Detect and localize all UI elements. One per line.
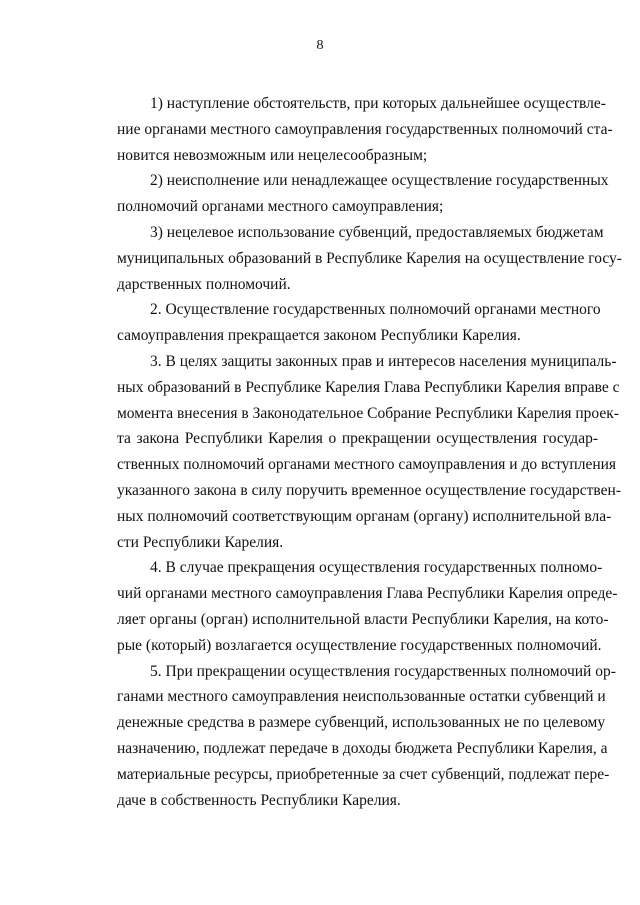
page-number: 8 [316, 38, 324, 53]
paragraph [117, 91, 613, 168]
paragraph [117, 297, 601, 349]
text-line: 3. В целях защиты законных прав и интересов населения муниципаль- [150, 352, 617, 370]
document-body [117, 91, 622, 813]
text-line: ганами местного самоуправления неиспользованные остатки субвенций и [117, 688, 606, 706]
paragraph [117, 659, 616, 814]
text-line: ных образований в Республике Карелия Глава Республики Карелия вправе с [117, 378, 620, 396]
text-line: 1) наступление обстоятельств, при которых дальнейшее осуществле- [150, 95, 606, 112]
text-line: 5. При прекращении осуществления государственных полномочий ор- [150, 662, 616, 680]
text-line: даче в собственность Республики Карелия. [117, 791, 401, 809]
paragraph [117, 168, 609, 220]
text-line: ных полномочий соответствующим органам (органу) исполнительной вла- [117, 507, 612, 525]
text-line: ляет органы (орган) исполнительной власти Республики Карелия, на кото- [117, 610, 609, 628]
text-line: самоуправления прекращается законом Республики Карелия. [117, 327, 521, 345]
text-line: материальные ресурсы, приобретенные за счет субвенций, подлежат пере- [117, 765, 610, 783]
text-line: новится невозможным или нецелесообразным; [117, 146, 428, 164]
text-line: 3) нецелевое использование субвенций, предоставляемых бюджетам [150, 223, 604, 241]
text-line: 2. Осуществление государственных полномочий органами местного [150, 301, 601, 319]
text-line: 2) неисполнение или ненадлежащее осуществление государственных [150, 172, 609, 190]
text-line: рые (который) возлагается осуществление государственных полномочий. [117, 636, 602, 654]
text-line: дарственных полномочий. [117, 275, 291, 293]
text-line: полномочий органами местного самоуправления; [117, 198, 444, 216]
text-line: денежные средства в размере субвенций, использованных не по целевому [117, 714, 606, 732]
text-line: муниципальных образований в Республике Карелия на осуществление госу- [117, 249, 622, 267]
text-line: ственных полномочий органами местного самоуправления и до вступления [117, 456, 617, 474]
paragraph [117, 555, 618, 658]
text-line: сти Республики Карелия. [117, 533, 284, 551]
text-line: ние органами местного самоуправления государственных полномочий ста- [117, 120, 613, 138]
paragraph [117, 349, 621, 555]
text-line: назначению, подлежат передаче в доходы бюджета Республики Карелия, а [117, 739, 608, 757]
text-line: момента внесения в Законодательное Собрание Республики Карелия проек- [117, 404, 619, 422]
text-line: та закона Республики Карелия о прекращении осуществления государ- [117, 430, 598, 448]
paragraph [117, 220, 622, 297]
text-line: 4. В случае прекращения осуществления государственных полномо- [150, 559, 603, 577]
text-line: указанного закона в силу поручить временное осуществление государствен- [117, 481, 621, 499]
text-line: чий органами местного самоуправления Глава Республики Карелия опреде- [117, 585, 618, 603]
